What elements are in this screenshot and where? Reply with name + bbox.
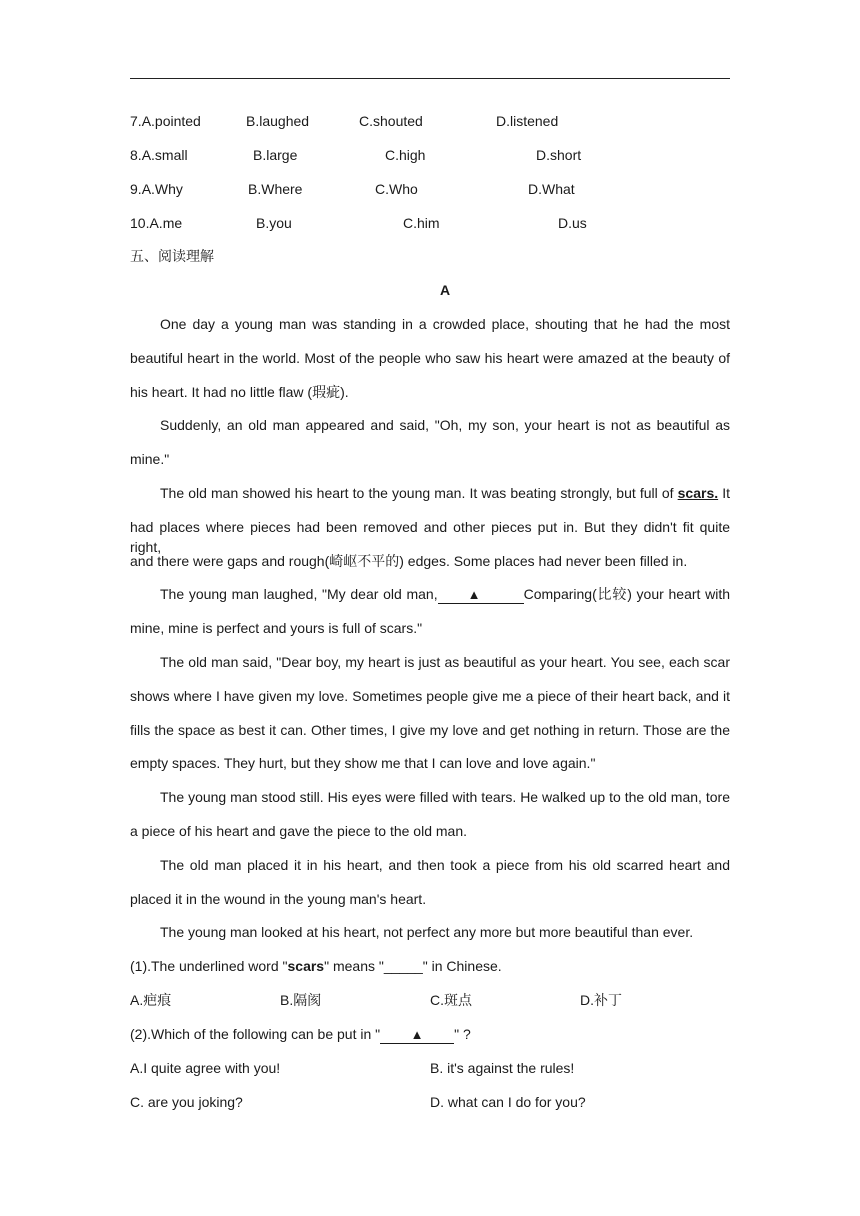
mcq-option-b: B.Where: [248, 181, 303, 197]
q1-option-d: D.补丁: [580, 992, 622, 1008]
triangle-icon: ▲: [410, 1027, 424, 1042]
paragraph-line: empty spaces. They hurt, but they show me that I can love and love again.": [130, 755, 596, 771]
mcq-option-c: C.him: [403, 215, 440, 231]
paragraph-line: mine.": [130, 451, 170, 467]
paragraph-line: and there were gaps and rough(崎岖不平的) edges. Some places had never been filled in.: [130, 553, 688, 569]
mcq-option-a: 10.A.me: [130, 215, 183, 231]
section-title: 五、阅读理解: [130, 248, 214, 264]
triangle-icon: ▲: [467, 587, 481, 602]
mcq-option-a: 8.A.small: [130, 147, 188, 163]
q2-option-d: D. what can I do for you?: [430, 1094, 586, 1110]
passage-label: A: [440, 282, 451, 298]
underlined-word-scars: scars.: [677, 485, 719, 501]
paragraph-line: The old man showed his heart to the young man. It was beating strongly, but full of scars. It: [160, 485, 730, 501]
mcq-option-b: B.laughed: [246, 113, 310, 129]
paragraph-line: a piece of his heart and gave the piece to the old man.: [130, 823, 468, 839]
mcq-option-d: D.us: [558, 215, 587, 231]
q2-option-a: A.I quite agree with you!: [130, 1060, 281, 1076]
paragraph-line: had places where pieces had been removed and other pieces put in. But they didn't fit quite right,: [130, 519, 730, 555]
paragraph-line: Suddenly, an old man appeared and said, "Oh, my son, your heart is not as beautiful as: [160, 417, 730, 433]
mcq-option-d: D.What: [528, 181, 575, 197]
mcq-option-c: C.high: [385, 147, 426, 163]
paragraph-line: fills the space as best it can. Other times, I give my love and get nothing in return. Those are the: [130, 722, 730, 738]
mcq-option-a: 9.A.Why: [130, 181, 183, 197]
q2-option-b: B. it's against the rules!: [430, 1060, 575, 1076]
answer-blank: [380, 1026, 454, 1044]
paragraph-line: mine, mine is perfect and yours is full of scars.": [130, 620, 423, 636]
answer-blank: [438, 586, 524, 604]
mcq-option-a: 7.A.pointed: [130, 113, 201, 129]
header-rule: [130, 78, 730, 79]
mcq-option-b: B.you: [256, 215, 292, 231]
paragraph-line: The old man placed it in his heart, and then took a piece from his old scarred heart and: [160, 857, 730, 873]
question-1: (1).The underlined word "scars" means "_____" in Chinese.: [130, 958, 502, 974]
q1-option-a: A.疤痕: [130, 992, 172, 1008]
paragraph-line: One day a young man was standing in a crowded place, shouting that he had the most: [160, 316, 730, 332]
mcq-option-d: D.short: [536, 147, 582, 163]
q1-option-b: B.隔阂: [280, 992, 322, 1008]
paragraph-line: The old man said, "Dear boy, my heart is just as beautiful as your heart. You see, each scar: [160, 654, 730, 670]
mcq-option-b: B.large: [253, 147, 298, 163]
paragraph-line: beautiful heart in the world. Most of the people who saw his heart were amazed at the beauty of: [130, 350, 730, 366]
paragraph-line: The young man stood still. His eyes were filled with tears. He walked up to the old man, tore: [160, 789, 730, 805]
mcq-option-c: C.shouted: [359, 113, 423, 129]
mcq-option-d: D.listened: [496, 113, 559, 129]
paragraph-line: The young man looked at his heart, not perfect any more but more beautiful than ever.: [160, 924, 694, 940]
question-2: (2).Which of the following can be put in " ▲ " ?: [130, 1026, 471, 1042]
paragraph-line: The young man laughed, "My dear old man, ▲ Comparing(比较) your heart with: [160, 586, 731, 602]
q1-option-c: C.斑点: [430, 992, 472, 1008]
mcq-option-c: C.Who: [375, 181, 418, 197]
q2-option-c: C. are you joking?: [130, 1094, 243, 1110]
paragraph-line: shows where I have given my love. Sometimes people give me a piece of their heart back, and it: [130, 688, 730, 704]
paragraph-line: placed it in the wound in the young man's heart.: [130, 891, 427, 907]
paragraph-line: his heart. It had no little flaw (瑕疵).: [130, 384, 349, 400]
